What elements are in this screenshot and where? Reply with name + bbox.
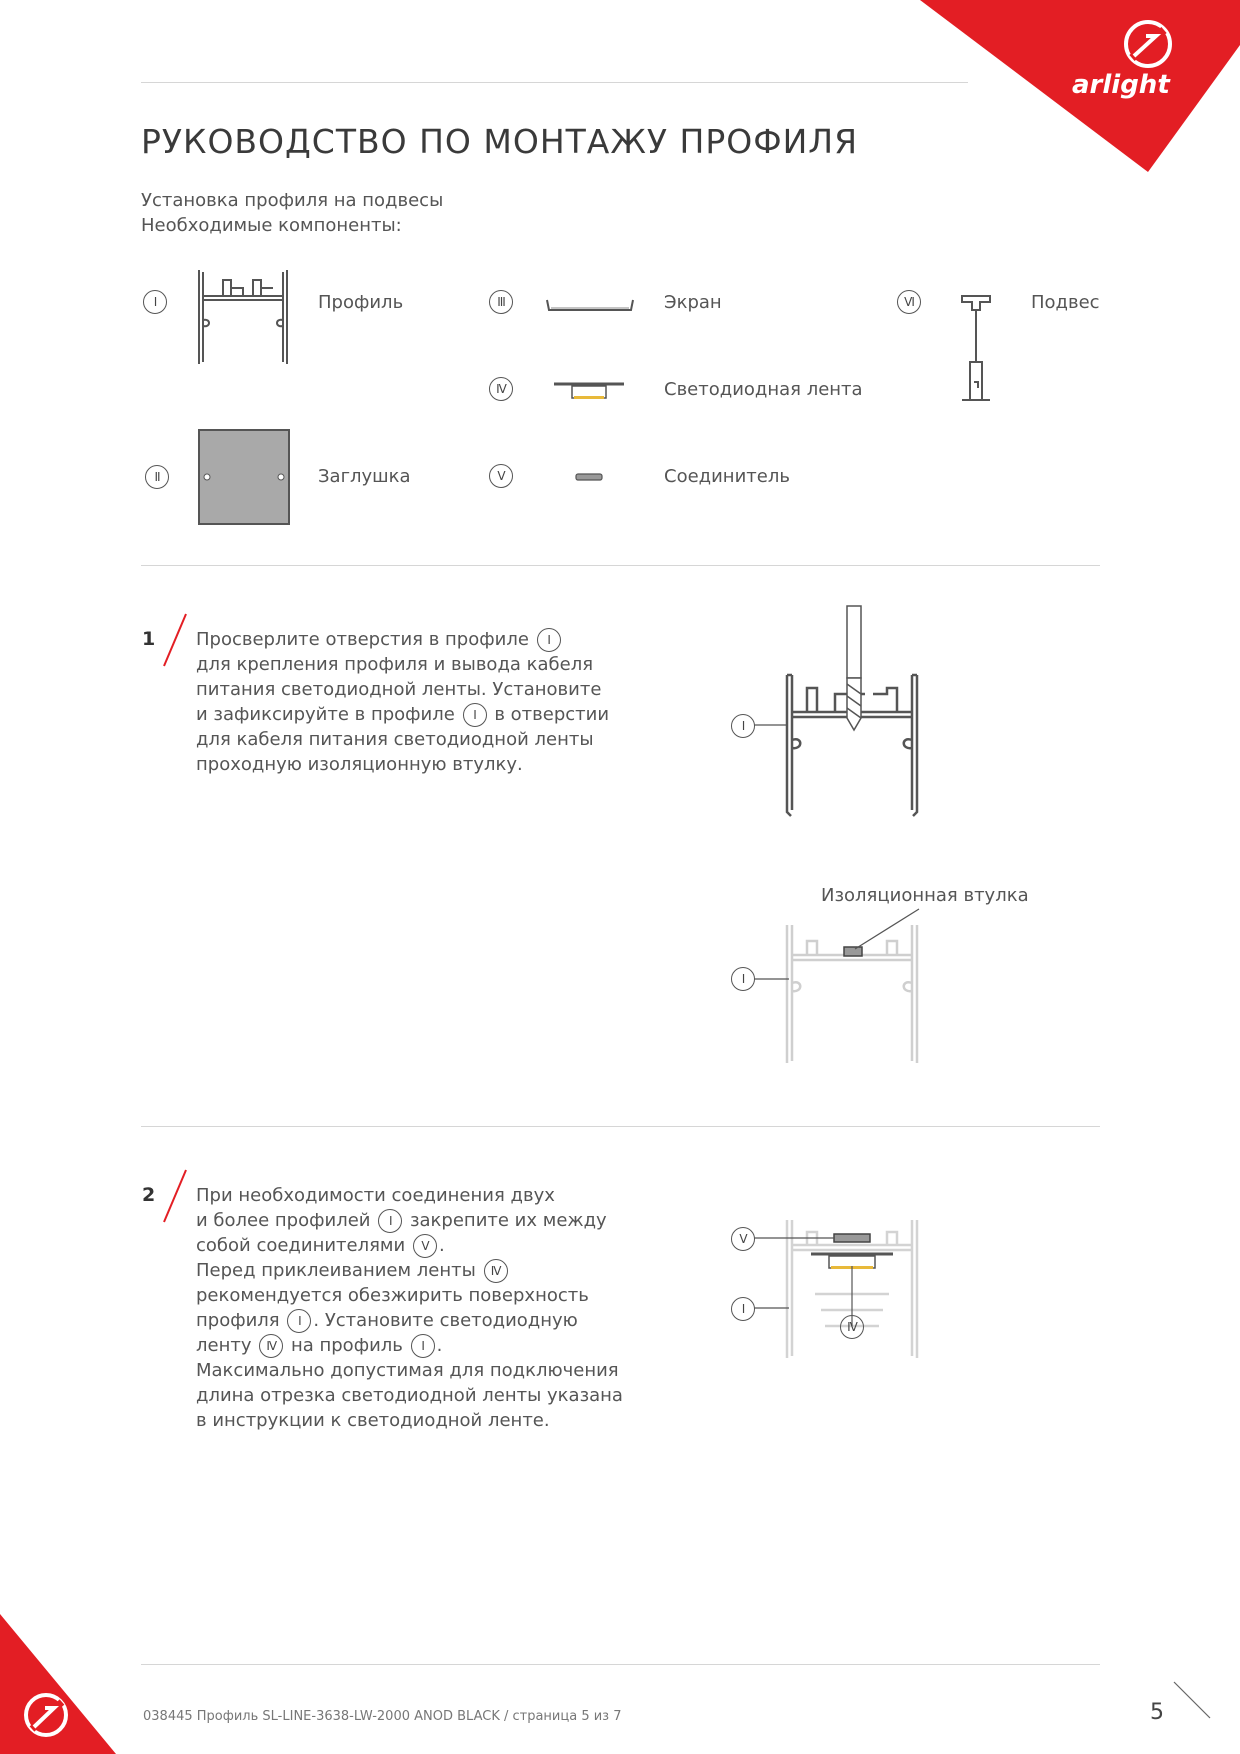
ref-badge: V	[413, 1234, 437, 1258]
step-1-line-4: и зафиксируйте в профиле	[196, 704, 455, 725]
component-label-diffuser: Экран	[664, 292, 722, 313]
step-2-line-6-end: . Установите светодиодную	[313, 1310, 578, 1331]
profile-icon	[195, 268, 291, 366]
header-divider	[141, 82, 968, 83]
step-1-line-2: для крепления профиля и вывода кабеля	[196, 654, 594, 675]
grommet-label: Изоляционная втулка	[821, 885, 1029, 906]
punct: .	[438, 1235, 445, 1256]
end-cap-icon	[197, 428, 291, 526]
led-strip-icon	[552, 380, 626, 404]
step-2-line-9: длина отрезка светодиодной ленты указана	[196, 1385, 623, 1406]
component-badge-III: III	[489, 290, 513, 314]
step-2-number: 2	[142, 1184, 156, 1206]
step-2-line-7-mid: на профиль	[290, 1335, 403, 1356]
component-badge-V: V	[489, 464, 513, 488]
step-slash-icon	[158, 612, 192, 668]
suspension-icon	[958, 292, 994, 406]
brand-corner-bottom	[0, 1614, 120, 1754]
step-1-line-3: питания светодиодной ленты. Установите	[196, 679, 602, 700]
grommet-diagram	[725, 905, 935, 1065]
diagram-1-callout: I	[731, 714, 755, 738]
step-1-line-4-end: в отверстии	[494, 704, 610, 725]
step-2-line-1: При необходимости соединения двух	[196, 1185, 555, 1206]
step-1-line-1: Просверлите отверстия в профиле	[196, 629, 529, 650]
section-divider-2	[141, 1126, 1100, 1127]
drill-bit-icon	[847, 606, 861, 730]
connector-icon	[574, 472, 604, 482]
drilling-diagram	[725, 600, 935, 820]
step-2-line-6: профиля	[196, 1310, 280, 1331]
step-2-line-8: Максимально допустимая для подключения	[196, 1360, 619, 1381]
diagram-3-callout-v: V	[731, 1227, 755, 1251]
step-slash-icon	[158, 1168, 192, 1224]
step-2-line-2-end: закрепите их между	[409, 1210, 607, 1231]
diagram-3-callout-i: I	[731, 1297, 755, 1321]
intro-line-2: Необходимые компоненты:	[141, 215, 402, 236]
diagram-2-callout: I	[731, 967, 755, 991]
step-2-line-4: Перед приклеиванием ленты	[196, 1260, 476, 1281]
ref-badge: I	[411, 1334, 435, 1358]
page-number: 5	[1150, 1700, 1164, 1725]
component-badge-II: II	[145, 465, 169, 489]
step-1-number: 1	[142, 628, 156, 650]
component-label-end-cap: Заглушка	[318, 466, 411, 487]
connector-diagram	[725, 1210, 935, 1360]
component-label-suspension: Подвес	[1031, 292, 1100, 313]
step-1-text	[196, 627, 609, 777]
ref-badge: I	[463, 703, 487, 727]
punct: .	[436, 1335, 443, 1356]
logo-text: arlight	[1072, 70, 1170, 100]
intro-line-1: Установка профиля на подвесы	[141, 190, 444, 211]
step-1-line-6: проходную изоляционную втулку.	[196, 754, 523, 775]
ref-badge: I	[287, 1309, 311, 1333]
diffuser-icon	[545, 296, 635, 316]
component-label-profile: Профиль	[318, 292, 404, 313]
page-title: РУКОВОДСТВО ПО МОНТАЖУ ПРОФИЛЯ	[141, 122, 859, 161]
ref-badge: I	[378, 1209, 402, 1233]
step-2-line-7: ленту	[196, 1335, 252, 1356]
footer-text: 038445 Профиль SL-LINE-3638-LW-2000 ANOD BLACK / страница 5 из 7	[143, 1709, 622, 1724]
step-2-line-5: рекомендуется обезжирить поверхность	[196, 1285, 589, 1306]
component-badge-VI: VI	[897, 290, 921, 314]
step-2-line-10: в инструкции к светодиодной ленте.	[196, 1410, 550, 1431]
component-badge-IV: IV	[489, 377, 513, 401]
step-2-line-3: собой соединителями	[196, 1235, 406, 1256]
ref-badge: I	[537, 628, 561, 652]
section-divider-1	[141, 565, 1100, 566]
ref-badge: IV	[259, 1334, 283, 1358]
step-2-line-2: и более профилей	[196, 1210, 371, 1231]
component-badge-I: I	[143, 290, 167, 314]
ref-badge: IV	[484, 1259, 508, 1283]
diagram-3-callout-iv: IV	[840, 1315, 864, 1339]
component-label-led-strip: Светодиодная лента	[664, 379, 863, 400]
step-2-text	[196, 1183, 623, 1433]
page-corner-slash-icon	[1172, 1680, 1212, 1720]
component-label-connector: Соединитель	[664, 466, 790, 487]
step-1-line-5: для кабеля питания светодиодной ленты	[196, 729, 594, 750]
footer-divider	[141, 1664, 1100, 1665]
